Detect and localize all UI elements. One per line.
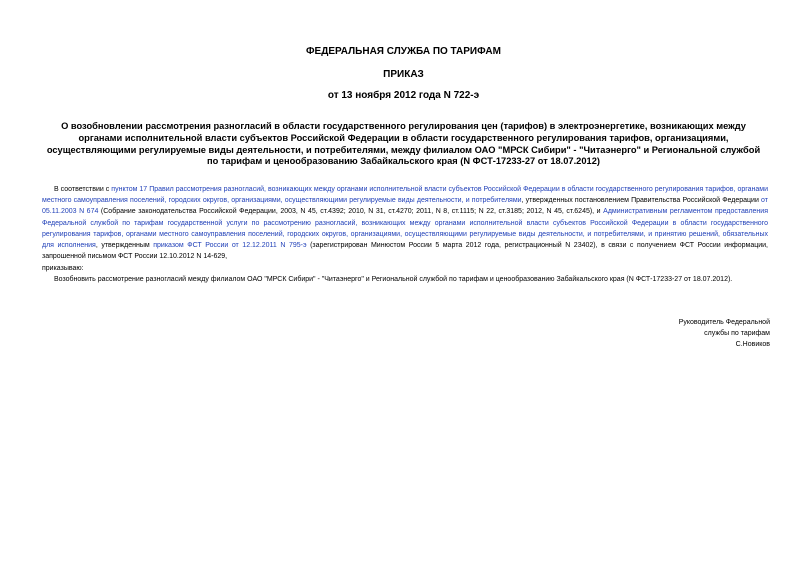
preamble-text-e: (зарегистрирован Минюстом России 5 марта 2012 года, регистрационный N 23402), в связи с получением ФСТ России информации, запрошенной письмом ФСТ России 12.10.2012 N 14-629,	[42, 242, 769, 261]
signature-position-line1: Руководитель Федеральной	[678, 319, 770, 326]
document-title: О возобновлении рассмотрения разногласий в области государственного регулирования цен (тарифов) в электроэнергетике, возникающих между органами исполнительной власти субъектов Российской Федерации в области государственного регулирования тарифов, организациями, осуществляющими регулируемые виды деятельности, и потребителями, между филиалом ОАО "МРСК Сибири" - "Читаэнерго" и Региональной службой по тарифам и ценообразованию Забайкальского края (N ФСТ-17233-27 от 18.07.2012)	[46, 121, 761, 167]
order-link[interactable]: приказом ФСТ России от 12.12.2011 N 795-э	[153, 242, 307, 250]
signature-position-line2: службы по тарифам	[704, 330, 770, 338]
signature-block	[560, 317, 770, 351]
preamble-text-a: В соответствии с	[54, 186, 112, 193]
preamble-text-b: , утвержденных постановлением Правительства Российской Федерации	[521, 197, 762, 205]
preamble-text-c: (Собрание законодательства Российской Федерации, 2003, N 45, ст.4392; 2010, N 31, ст.4270; 2011, N 8, ст.1115; N 22, ст.3185; 2012, N 45, ст.6245), и	[98, 208, 604, 216]
preamble-text-d: , утвержденным	[95, 242, 154, 250]
regulation-link[interactable]: Административным регламентом предоставления Федеральной службой по тарифам государственной услуги по рассмотрению разногласий, возникающих между органами исполнительной власти субъектов Российской Федерации в области государственного регулирования тарифов, органами местного самоуправления поселений, городских округов, организациями, осуществляющими регулируемые виды деятельности, и потребителями, и принятию решений, обязательных для исполнения	[42, 208, 768, 250]
rules-link[interactable]: пунктом 17 Правил рассмотрения разногласий, возникающих между органами исполнительной власти субъектов Российской Федерации в области государственного регулирования тарифов, органами местного самоуправления поселений, городских округов, организациями, осуществляющими регулируемые виды деятельности, и потребителями	[42, 186, 769, 205]
order-word: приказываю:	[42, 265, 84, 272]
signature-name: С.Новиков	[735, 341, 770, 349]
preamble-paragraph	[42, 184, 768, 262]
date-number-heading: от 13 ноября 2012 года N 722-э	[327, 90, 480, 101]
resolution-text: Возобновить рассмотрение разногласий между филиалом ОАО "МРСК Сибири" - "Читаэнерго" и Региональной службой по тарифам и ценообразованию Забайкальского края (N ФСТ-17233-27 от 18.07.2012).	[54, 276, 733, 283]
agency-heading: ФЕДЕРАЛЬНАЯ СЛУЖБА ПО ТАРИФАМ	[306, 46, 501, 57]
doc-type-heading: ПРИКАЗ	[383, 69, 424, 80]
decree-link[interactable]: от 05.11.2003 N 674	[42, 197, 768, 216]
